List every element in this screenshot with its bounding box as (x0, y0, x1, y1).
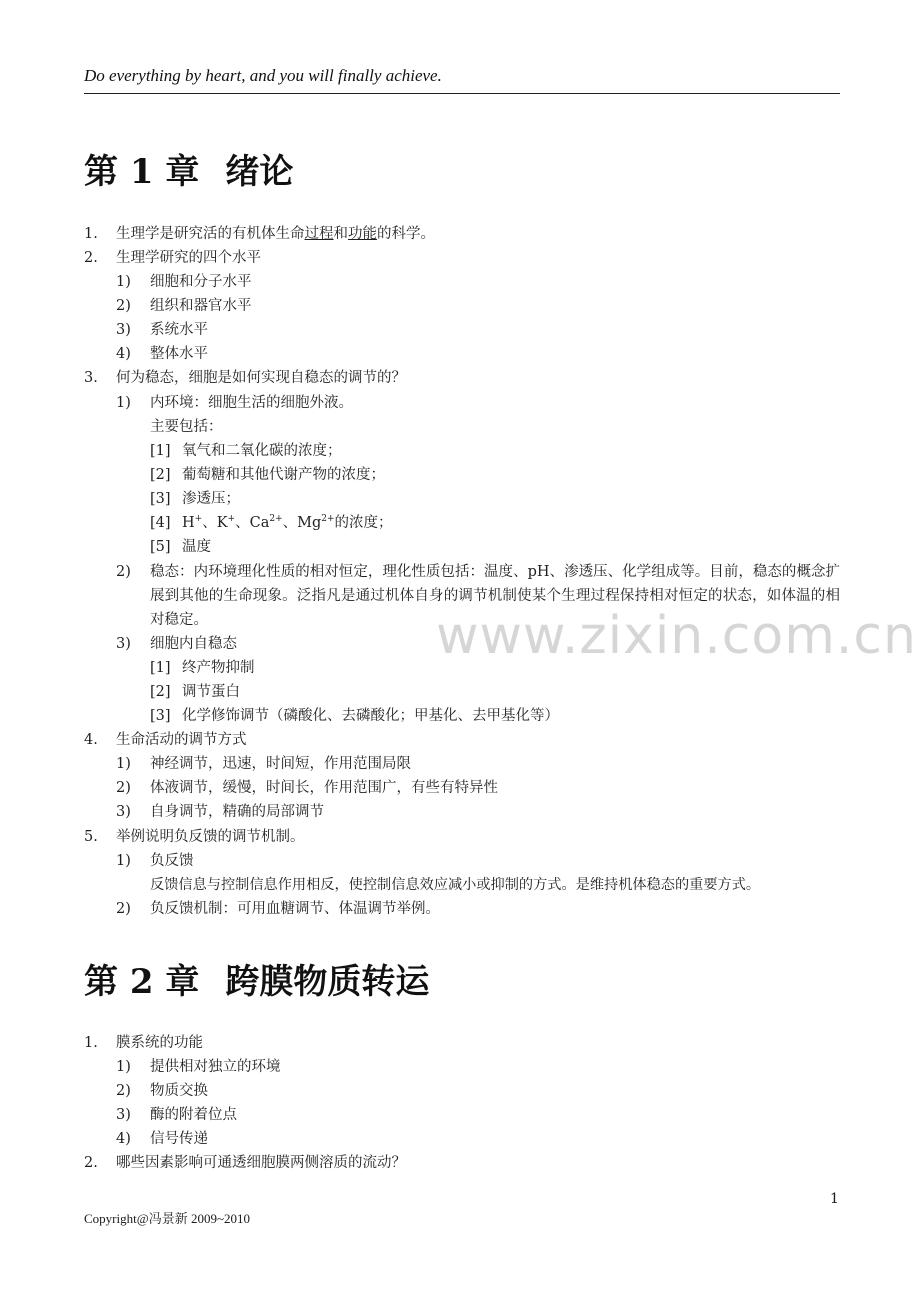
item-number: 3) (116, 804, 131, 820)
list-item: 细胞和分子水平 (150, 274, 252, 290)
list-item: 系统水平 (150, 322, 208, 338)
item-number: 1) (116, 274, 131, 290)
list-item: 整体水平 (150, 346, 208, 362)
list-item: 细胞内自稳态 (150, 636, 237, 652)
question-number: 2. (84, 250, 98, 266)
list-item: 提供相对独立的环境 (150, 1059, 281, 1075)
header-motto: Do everything by heart, and you will finally achieve. (84, 66, 442, 85)
question-number: 4. (84, 732, 98, 748)
chapter-1-number: 第 1 章 (84, 152, 200, 192)
item-number: 1) (116, 756, 131, 772)
ion-k: 、K (202, 515, 228, 531)
question-1 (116, 225, 435, 243)
question-number: 5. (84, 829, 98, 845)
chapter-2-name: 跨膜物质转运 (225, 962, 430, 1002)
keyword-process: 过程 (304, 226, 334, 242)
item-number: 1) (116, 395, 131, 411)
list-item: 酶的附着位点 (150, 1107, 237, 1123)
question-1-and: 和 (333, 226, 348, 242)
question-number: 2. (84, 1155, 98, 1171)
list-item: 组织和器官水平 (150, 298, 252, 314)
homeostasis-paragraph: 稳态：内环境理化性质的相对恒定，理化性质包括：温度、pH、渗透压、化学组成等。目前，稳态的概念扩展到其他的生命现象。泛指凡是通过机体自身的调节机制使某个生理过程保持相对恒定的状态，如体温的相对稳定。 (150, 564, 840, 628)
question-1: 膜系统的功能 (116, 1035, 203, 1051)
item-number: 2) (116, 298, 131, 314)
list-item: 内环境：细胞生活的细胞外液。 (150, 395, 353, 411)
list-item: 自身调节，精确的局部调节 (150, 804, 324, 820)
question-number: 1. (84, 1035, 98, 1051)
list-item: 负反馈机制：可用血糖调节、体温调节举例。 (150, 901, 440, 917)
question-number: 1. (84, 226, 98, 242)
item-number: 3) (116, 1107, 131, 1123)
chapter-1-title (84, 144, 293, 193)
item-number: [3] (150, 491, 171, 507)
list-item: 化学修饰调节（磷酸化、去磷酸化；甲基化、去甲基化等） (182, 708, 559, 724)
chapter-2-title (84, 954, 429, 1003)
item-number: 1) (116, 1059, 131, 1075)
question-1-text: 生理学是研究活的有机体生命 (116, 226, 305, 242)
ion-charge: 2+ (321, 514, 335, 525)
item-number: 3) (116, 322, 131, 338)
list-item-subheading: 主要包括： (150, 419, 223, 435)
ion-charge: 2+ (269, 514, 283, 525)
watermark-text: www.zixin.com.cn (436, 606, 917, 666)
list-item: 葡萄糖和其他代谢产物的浓度； (182, 467, 385, 483)
item-number: 1) (116, 853, 131, 869)
ion-h: H (182, 515, 195, 531)
list-item-ions (182, 514, 393, 532)
list-item: 渗透压； (182, 491, 240, 507)
item-number: [1] (150, 443, 171, 459)
item-number: 4) (116, 346, 131, 362)
question-2: 生理学研究的四个水平 (116, 250, 261, 266)
list-item: 神经调节，迅速，时间短，作用范围局限 (150, 756, 411, 772)
item-number: 2) (116, 901, 131, 917)
copyright-footer: Copyright@冯景新 2009~2010 (84, 1211, 250, 1226)
item-number: 3) (116, 636, 131, 652)
item-number: 2) (116, 780, 131, 796)
list-item: 体液调节，缓慢，时间长，作用范围广，有些有特异性 (150, 780, 498, 796)
question-1-tail: 的科学。 (377, 226, 435, 242)
question-3: 何为稳态，细胞是如何实现自稳态的调节的？ (116, 370, 406, 386)
page-number: 1 (830, 1191, 839, 1207)
item-number: [4] (150, 515, 171, 531)
list-item: 终产物抑制 (182, 660, 255, 676)
item-number: [2] (150, 684, 171, 700)
item-number: [1] (150, 660, 171, 676)
list-item: 调节蛋白 (182, 684, 240, 700)
item-number: 4) (116, 1131, 131, 1147)
item-number: 2) (116, 564, 131, 580)
item-number: [2] (150, 467, 171, 483)
ion-charge: + (227, 514, 236, 525)
ion-tail: 的浓度； (334, 515, 393, 531)
item-number: [5] (150, 539, 171, 555)
list-item: 负反馈 (150, 853, 194, 869)
item-number: 2) (116, 1083, 131, 1099)
list-item: 氧气和二氧化碳的浓度； (182, 443, 342, 459)
chapter-1-name: 绪论 (225, 152, 294, 192)
ion-ca: 、Ca (235, 515, 270, 531)
question-4: 生命活动的调节方式 (116, 732, 247, 748)
list-item: 温度 (182, 539, 211, 555)
feedback-definition: 反馈信息与控制信息作用相反，使控制信息效应减小或抑制的方式。是维持机体稳态的重要方式。 (150, 877, 761, 893)
question-2: 哪些因素影响可通透细胞膜两侧溶质的流动？ (116, 1155, 406, 1171)
list-item: 信号传递 (150, 1131, 208, 1147)
ion-charge: + (194, 514, 203, 525)
item-number: [3] (150, 708, 171, 724)
header-rule (84, 93, 840, 94)
keyword-function: 功能 (348, 226, 377, 242)
question-5: 举例说明负反馈的调节机制。 (116, 829, 305, 845)
chapter-2-number: 第 2 章 (84, 962, 200, 1002)
question-number: 3. (84, 370, 98, 386)
ion-mg: 、Mg (282, 515, 322, 531)
list-item: 物质交换 (150, 1083, 208, 1099)
